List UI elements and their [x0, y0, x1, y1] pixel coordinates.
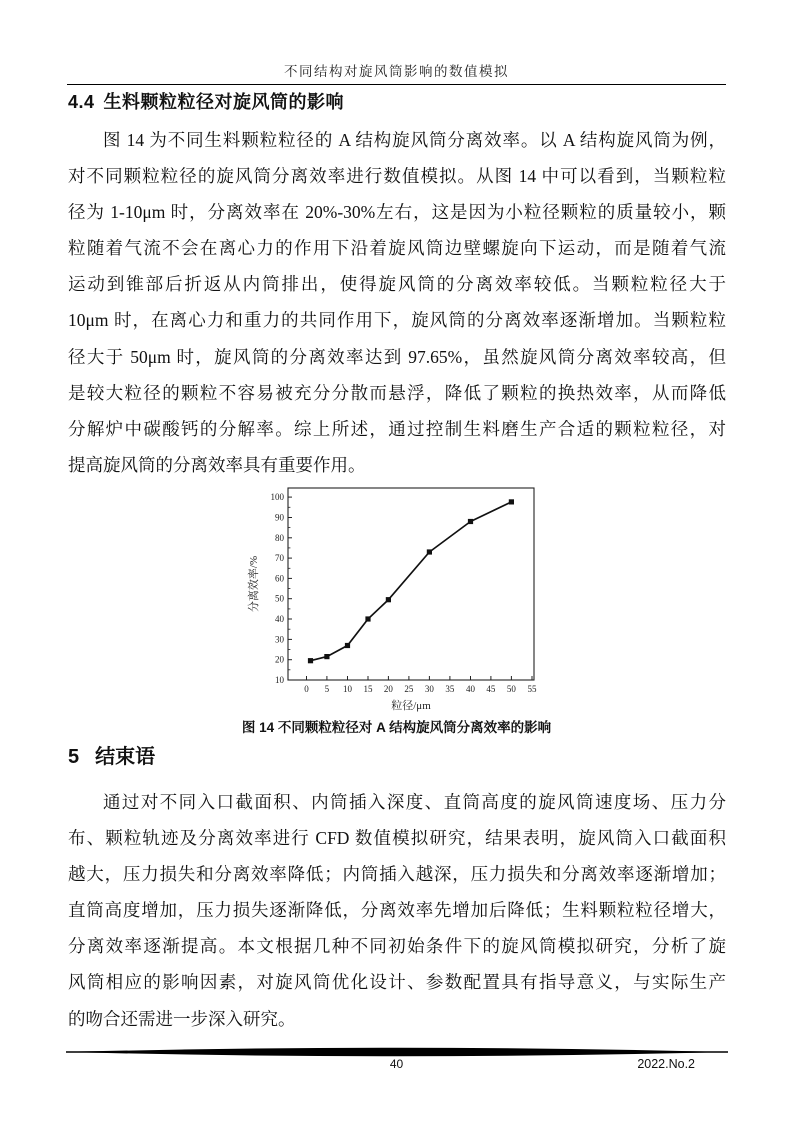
data-point — [308, 658, 313, 663]
x-tick-label: 15 — [363, 684, 373, 694]
paragraph-line: 运动到锥部后折返从内筒排出，使得旋风筒的分离效率较低。当颗粒粒径大于 — [68, 274, 726, 295]
data-point — [427, 549, 432, 554]
x-axis-label: 粒径/μm — [391, 700, 431, 712]
data-point — [345, 643, 350, 648]
paragraph-line: 通过对不同入口截面积、内筒插入深度、直筒高度的旋风筒速度场、压力分 — [103, 792, 726, 812]
paragraph-line: 的吻合还需进一步深入研究。 — [68, 1008, 296, 1029]
paragraph-line: 直筒高度增加，压力损失逐渐降低，分离效率先增加后降低；生料颗粒粒径增大， — [68, 900, 726, 921]
data-point — [324, 654, 329, 659]
page-number: 40 — [389, 1057, 404, 1071]
figure-14-chart — [246, 480, 562, 714]
paragraph-line: 布、颗粒轨迹及分离效率进行 CFD 数值模拟研究，结果表明，旋风筒入口截面积 — [68, 828, 726, 849]
paragraph-particle-size — [68, 122, 726, 483]
y-tick-label: 100 — [270, 492, 284, 503]
section-4-4-number: 4.4 — [68, 92, 95, 112]
y-tick-label: 70 — [275, 553, 284, 564]
plot-frame — [288, 488, 534, 680]
section-4-4-title: 生料颗粒粒径对旋风筒的影响 — [103, 92, 345, 112]
data-point — [365, 616, 370, 621]
x-tick-label: 35 — [445, 684, 455, 694]
y-tick-label: 50 — [275, 593, 284, 604]
y-tick-label: 60 — [275, 573, 284, 584]
paragraph-line: 径大于 50μm 时，旋风筒的分离效率达到 97.65%，虽然旋风筒分离效率较高，但 — [68, 346, 726, 367]
y-tick-label: 40 — [275, 614, 284, 624]
y-tick-label: 10 — [275, 675, 284, 685]
x-tick-label: 30 — [424, 684, 434, 694]
running-head-title: 不同结构对旋风筒影响的数值模拟 — [284, 64, 509, 79]
x-tick-label: 40 — [466, 684, 475, 694]
y-tick-label: 90 — [275, 512, 284, 523]
paragraph-line: 是较大粒径的颗粒不容易被充分分散而悬浮，降低了颗粒的换热效率，从而降低 — [68, 382, 726, 403]
figure-14-caption: 图 14 不同颗粒粒径对 A 结构旋风筒分离效率的影响 — [241, 720, 552, 735]
x-tick-label: 25 — [404, 684, 414, 694]
y-tick-label: 80 — [275, 532, 284, 543]
y-axis-label: 分离效率/% — [248, 555, 260, 613]
paragraph-line: 粒随着气流不会在离心力的作用下沿着旋风筒边壁螺旋向下运动，而是随着气流 — [68, 238, 726, 259]
x-tick-label: 10 — [343, 684, 352, 694]
paragraph-line: 对不同颗粒粒径的旋风筒分离效率进行数值模拟。从图 14 中可以看到，当颗粒粒 — [68, 166, 726, 187]
section-5-number: 5 — [68, 746, 80, 768]
issue-label: 2022.No.2 — [637, 1057, 695, 1071]
paragraph-line: 越大，压力损失和分离效率降低；内筒插入越深，压力损失和分离效率逐渐增加； — [68, 864, 726, 885]
data-point — [386, 597, 391, 602]
paragraph-line: 风筒相应的影响因素，对旋风筒优化设计、参数配置具有指导意义，与实际生产 — [68, 972, 726, 993]
section-5-title: 结束语 — [95, 746, 156, 768]
section-5-heading — [68, 740, 155, 769]
x-tick-label: 0 — [304, 684, 309, 694]
paragraph-conclusion — [68, 784, 726, 1037]
paragraph-line: 10μm 时，在离心力和重力的共同作用下，旋风筒的分离效率逐渐增加。当颗粒粒 — [68, 310, 726, 331]
section-4-4-heading — [68, 88, 344, 114]
paragraph-line: 径为 1-10μm 时，分离效率在 20%-30%左右，这是因为小粒径颗粒的质量较小，颗 — [68, 202, 726, 223]
separation-efficiency-line-chart — [246, 480, 562, 714]
x-tick-label: 45 — [486, 684, 496, 694]
paragraph-line: 图 14 为不同生料颗粒粒径的 A 结构旋风筒分离效率。以 A 结构旋风筒为例， — [103, 130, 726, 150]
data-line — [311, 502, 512, 661]
x-tick-label: 50 — [506, 684, 516, 694]
y-tick-label: 20 — [275, 654, 284, 665]
y-tick-label: 30 — [275, 634, 284, 645]
x-tick-label: 55 — [527, 684, 537, 694]
x-tick-label: 5 — [324, 684, 330, 694]
header-rule — [67, 84, 726, 85]
data-point — [509, 499, 514, 504]
paragraph-line: 分解炉中碳酸钙的分解率。综上所述，通过控制生料磨生产合适的颗粒粒径，对 — [68, 418, 726, 439]
paragraph-line: 分离效率逐渐提高。本文根据几种不同初始条件下的旋风筒模拟研究，分析了旋 — [68, 936, 726, 957]
x-tick-label: 20 — [383, 684, 393, 694]
data-point — [468, 519, 473, 524]
paragraph-line: 提高旋风筒的分离效率具有重要作用。 — [68, 454, 366, 475]
